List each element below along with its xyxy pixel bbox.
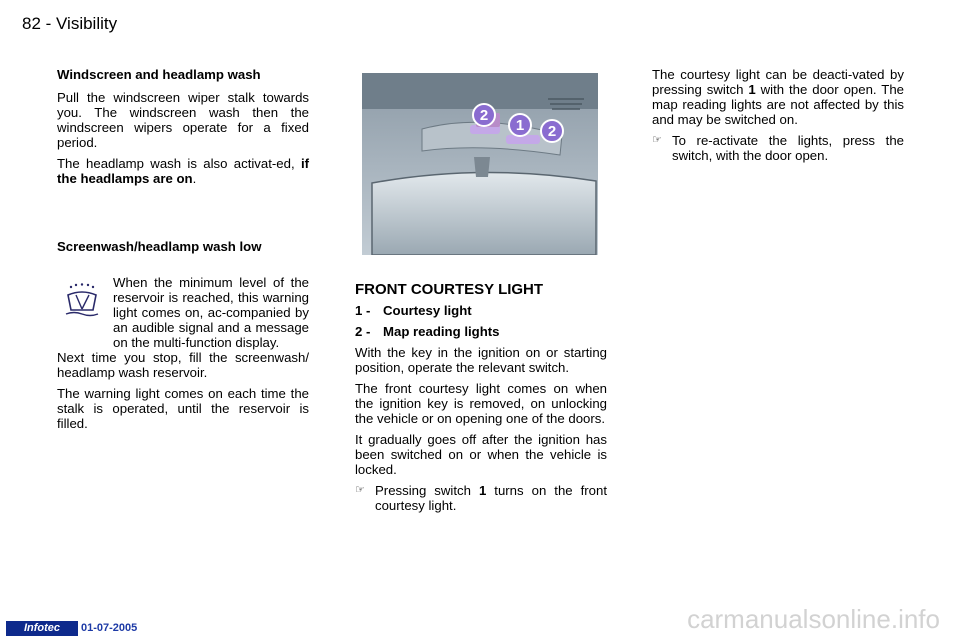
watermark: carmanualsonline.info — [687, 604, 940, 634]
courtesy-light-photo — [362, 73, 598, 255]
photo-label: 2 — [479, 107, 489, 124]
section-title: FRONT COURTESY LIGHT — [355, 281, 544, 298]
bullet-item: ☞ Pressing switch 1 turns on the front courtesy light. — [355, 483, 607, 513]
paragraph: It gradually goes off after the ignition has been switched on or when the vehicle is locked. — [355, 432, 607, 477]
paragraph: When the minimum level of the reservoir is reached, this warning light comes on, ac-companied by an audible signal and a message on the multi-function display. — [113, 275, 309, 350]
paragraph: With the key in the ignition on or starting position, operate the relevant switch. — [355, 345, 607, 375]
paragraph: The headlamp wash is also activat-ed, if the headlamps are on. — [57, 156, 309, 186]
footer-date: 01-07-2005 — [81, 622, 138, 634]
paragraph: The front courtesy light comes on when the ignition key is removed, on unlocking the vehicle or on opening one of the doors. — [355, 381, 607, 426]
paragraph: Next time you stop, fill the screenwash/ headlamp wash reservoir. — [57, 350, 309, 380]
bullet-item: ☞ To re-activate the lights, press the switch, with the door open. — [652, 133, 904, 163]
washer-fluid-warning-icon — [62, 282, 102, 318]
paragraph: The courtesy light can be deacti-vated by pressing switch 1 with the door open. The map reading lights are not affected by this and may be switched on. — [652, 67, 904, 127]
pointing-hand-icon: ☞ — [355, 484, 365, 496]
heading-windscreen-wash: Windscreen and headlamp wash — [57, 67, 261, 82]
photo-label: 1 — [515, 117, 525, 134]
list-item: 1 - Courtesy light — [355, 303, 472, 318]
middle-column — [355, 282, 607, 519]
left-column — [57, 67, 309, 437]
page-title: 82 - Visibility — [22, 14, 118, 33]
pointing-hand-icon: ☞ — [652, 134, 662, 146]
right-column — [652, 67, 904, 169]
heading-screenwash-low: Screenwash/headlamp wash low — [57, 239, 262, 254]
infotec-logo: Infotec — [6, 621, 78, 636]
paragraph: Pull the windscreen wiper stalk towards you. The windscreen wash then the windscreen wipers operate for a fixed period. — [57, 90, 309, 150]
photo-label: 2 — [547, 123, 557, 140]
paragraph: The warning light comes on each time the stalk is operated, until the reservoir is filled. — [57, 386, 309, 431]
list-item: 2 - Map reading lights — [355, 324, 500, 339]
